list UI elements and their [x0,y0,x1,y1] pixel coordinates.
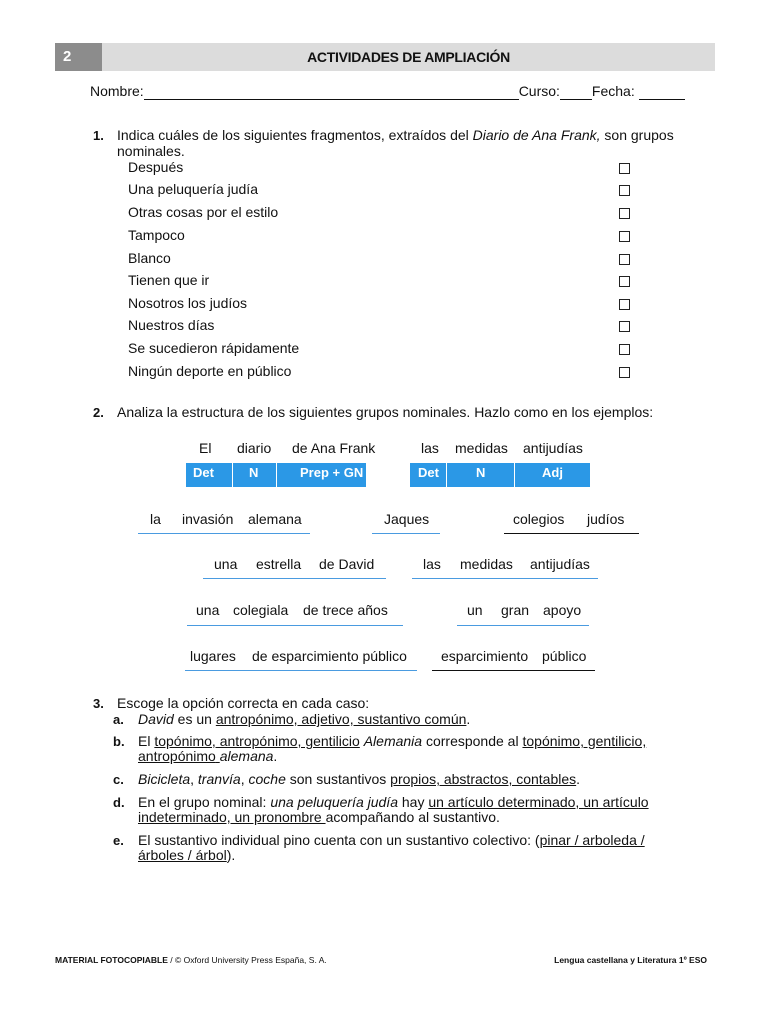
answer-line[interactable] [185,670,417,671]
answer-line[interactable] [412,578,598,579]
q3-intro: Escoge la opción correcta en cada caso: [117,695,370,711]
q2-text: Analiza la estructura de los siguientes grupos nominales. Hazlo como en los ejemplos: [117,404,654,420]
exercise-word: un [467,602,483,618]
list-item: Nosotros los judíos [128,295,248,311]
q3d-text-line2: indeterminado, un pronombre acompañando al sustantivo. [138,809,500,825]
example-word: El [199,440,212,456]
exercise-word: las [423,556,441,572]
list-item: Otras cosas por el estilo [128,204,279,220]
list-item: Tienen que ir [128,272,210,288]
answer-line[interactable] [138,533,310,534]
q3a-text: David es un antropónimo, adjetivo, sustantivo común. [138,711,471,727]
footer-left: MATERIAL FOTOCOPIABLE / © Oxford University Press España, S. A. [55,955,327,965]
exercise-word: esparcimiento [441,648,529,664]
tag-divider [276,463,277,487]
tag-divider [514,463,515,487]
tag-label: Det [418,465,439,480]
name-field[interactable] [144,83,519,100]
q3d-text: En el grupo nominal: una peluquería judía hay un artículo determinado, un artículo [138,794,649,810]
checkbox[interactable] [619,163,630,174]
checkbox[interactable] [619,299,630,310]
checkbox[interactable] [619,344,630,355]
answer-line[interactable] [504,533,639,534]
example-word: antijudías [523,440,583,456]
q3e-text: El sustantivo individual pino cuenta con un sustantivo colectivo: (pinar / arboleda / [138,832,645,848]
exercise-word: la [150,511,161,527]
exercise-word: judíos [587,511,625,527]
exercise-word: una [214,556,238,572]
checkbox[interactable] [619,185,630,196]
exercise-word: Jaques [384,511,430,527]
list-item: Blanco [128,250,171,266]
example-word: medidas [455,440,508,456]
answer-line[interactable] [187,625,403,626]
answer-line[interactable] [432,670,595,671]
exercise-word: medidas [460,556,513,572]
list-item: Después [128,159,184,175]
exercise-word: gran [501,602,530,618]
footer-right: Lengua castellana y Literatura 1º ESO [554,955,707,965]
date-label: Fecha: [591,83,635,99]
q3a-letter: a. [113,712,124,727]
q3c-letter: c. [113,772,124,787]
list-item: Se sucedieron rápidamente [128,340,300,356]
date-field[interactable] [639,83,685,100]
checkbox[interactable] [619,254,630,265]
exercise-word: público [542,648,587,664]
q3e-letter: e. [113,833,124,848]
q1-number: 1. [93,128,104,143]
q1-text-line2: nominales. [117,143,185,159]
q3e-text-line2: árboles / árbol). [138,847,236,863]
exercise-word: de esparcimiento público [252,648,407,664]
student-info-line [90,83,690,100]
unit-number: 2 [55,43,102,71]
exercise-word: invasión [182,511,234,527]
q3b-text: El topónimo, antropónimo, gentilicio Alemania corresponde al topónimo, gentilicio, [138,733,647,749]
tag-divider [446,463,447,487]
q1-text: Indica cuáles de los siguientes fragmentos, extraídos del Diario de Ana Frank, son grupos [117,127,674,143]
checkbox[interactable] [619,367,630,378]
tag-divider [232,463,233,487]
q3-number: 3. [93,696,104,711]
exercise-word: apoyo [543,602,582,618]
checkbox[interactable] [619,231,630,242]
checkbox[interactable] [619,321,630,332]
example-word: de Ana Frank [292,440,376,456]
list-item: Una peluquería judía [128,181,258,197]
example-word: las [421,440,439,456]
exercise-word: una [196,602,220,618]
name-label: Nombre: [90,83,144,99]
exercise-word: lugares [190,648,236,664]
q2-number: 2. [93,405,104,420]
q3c-text: Bicicleta, tranvía, coche son sustantivos propios, abstractos, contables. [138,771,581,787]
q3d-letter: d. [113,795,125,810]
list-item: Tampoco [128,227,185,243]
list-item: Ningún deporte en público [128,363,292,379]
answer-line[interactable] [203,578,386,579]
exercise-word: colegiala [233,602,289,618]
list-item: Nuestros días [128,317,215,333]
exercise-word: colegios [513,511,565,527]
exercise-word: alemana [248,511,302,527]
exercise-word: de David [319,556,375,572]
q3b-letter: b. [113,734,125,749]
exercise-word: de trece años [303,602,388,618]
exercise-word: antijudías [530,556,590,572]
page-title: ACTIVIDADES DE AMPLIACIÓN [307,49,510,65]
checkbox[interactable] [619,208,630,219]
answer-line[interactable] [372,533,440,534]
q3b-text-line2: antropónimo alemana. [138,748,278,764]
course-field[interactable] [560,83,592,100]
example-word: diario [237,440,272,456]
tag-label: N [249,465,259,480]
tag-label: Det [193,465,214,480]
tag-label: N [476,465,486,480]
course-label: Curso: [518,83,560,99]
checkbox[interactable] [619,276,630,287]
exercise-word: estrella [256,556,302,572]
tag-label: Prep + GN [300,465,364,480]
tag-label: Adj [542,465,563,480]
answer-line[interactable] [457,625,589,626]
